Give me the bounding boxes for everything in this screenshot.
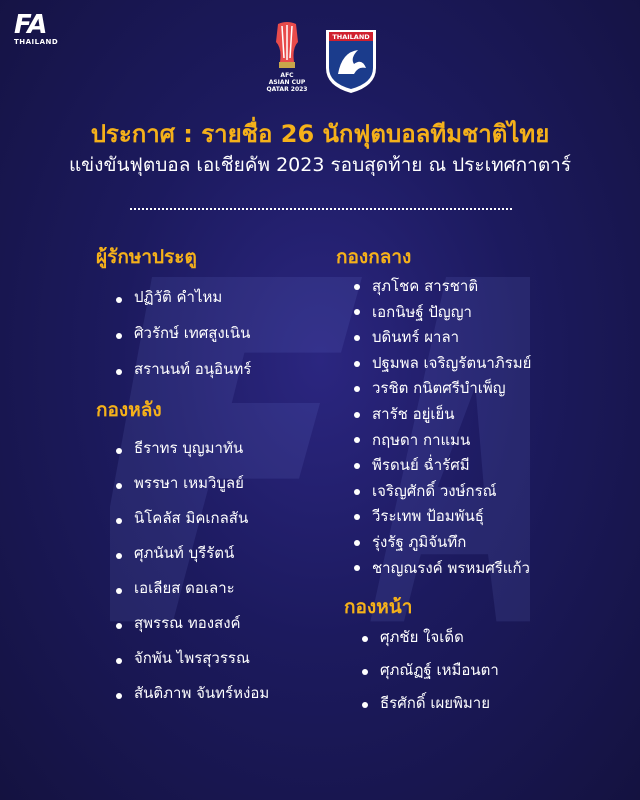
afc-asian-cup-logo bbox=[266, 22, 308, 110]
list-item: สุพรรณ ทองสงค์ bbox=[114, 608, 269, 643]
dotted-divider bbox=[130, 208, 512, 210]
page-subtitle: แข่งขันฟุตบอล เอเชียคัพ 2023 รอบสุดท้าย ณ ประเทศกาตาร์ bbox=[68, 154, 572, 176]
list-item: เจริญศักดิ์ วงษ์กรณ์ bbox=[352, 479, 531, 505]
list-item: วีระเทพ ป้อมพันธุ์ bbox=[352, 504, 531, 530]
list-item: ปฏิวัติ คำไหม bbox=[114, 282, 251, 318]
section-title-goalkeepers: ผู้รักษาประตู bbox=[96, 246, 197, 268]
list-item: สันติภาพ จันทร์หง่อม bbox=[114, 678, 269, 713]
list-item: พีรดนย์ ฉ่ำรัศมี bbox=[352, 453, 531, 479]
list-item: ศุภชัย ใจเด็ด bbox=[360, 622, 499, 655]
goalkeepers-list bbox=[114, 282, 251, 390]
list-item: ศิวรักษ์ เทศสูงเนิน bbox=[114, 318, 251, 354]
list-item: สุภโชค สารชาติ bbox=[352, 274, 531, 300]
list-item: วรชิต กนิตศรีบำเพ็ญ bbox=[352, 376, 531, 402]
list-item: นิโคลัส มิคเกลสัน bbox=[114, 503, 269, 538]
page-title: ประกาศ : รายชื่อ 26 นักฟุตบอลทีมชาติไทย bbox=[90, 120, 550, 148]
list-item: สารัช อยู่เย็น bbox=[352, 402, 531, 428]
forwards-list bbox=[360, 622, 499, 721]
svg-text:THAILAND: THAILAND bbox=[332, 33, 370, 41]
list-item: ธีราทร บุญมาทัน bbox=[114, 433, 269, 468]
list-item: พรรษา เหมวิบูลย์ bbox=[114, 468, 269, 503]
list-item: สรานนท์ อนุอินทร์ bbox=[114, 354, 251, 390]
list-item: ชาญณรงค์ พรหมศรีแก้ว bbox=[352, 556, 531, 582]
section-title-defenders: กองหลัง bbox=[96, 399, 162, 421]
list-item: เอเลียส ดอเลาะ bbox=[114, 573, 269, 608]
list-item: รุ่งรัฐ ภูมิจันทึก bbox=[352, 530, 531, 556]
list-item: ศุภณัฏฐ์ เหมือนตา bbox=[360, 655, 499, 688]
list-item: ธีรศักดิ์ เผยพิมาย bbox=[360, 688, 499, 721]
defenders-list bbox=[114, 433, 269, 713]
list-item: บดินทร์ ผาลา bbox=[352, 325, 531, 351]
section-title-midfielders: กองกลาง bbox=[336, 246, 412, 268]
trophy-icon bbox=[272, 22, 302, 70]
afc-logo-text: AFC ASIAN CUP QATAR 2023 bbox=[266, 72, 308, 93]
midfielders-list bbox=[352, 274, 531, 581]
thailand-crest-icon bbox=[324, 28, 378, 94]
fa-logo-sub: THAILAND bbox=[14, 38, 59, 46]
fa-logo-text: FA bbox=[14, 10, 47, 40]
list-item: ปฐมพล เจริญรัตนาภิรมย์ bbox=[352, 351, 531, 377]
list-item: กฤษดา กาแมน bbox=[352, 428, 531, 454]
section-title-forwards: กองหน้า bbox=[344, 596, 413, 618]
fa-thailand-logo bbox=[14, 12, 66, 46]
list-item: เอกนิษฐ์ ปัญญา bbox=[352, 300, 531, 326]
list-item: จักพัน ไพรสุวรรณ bbox=[114, 643, 269, 678]
list-item: ศุภนันท์ บุรีรัตน์ bbox=[114, 538, 269, 573]
